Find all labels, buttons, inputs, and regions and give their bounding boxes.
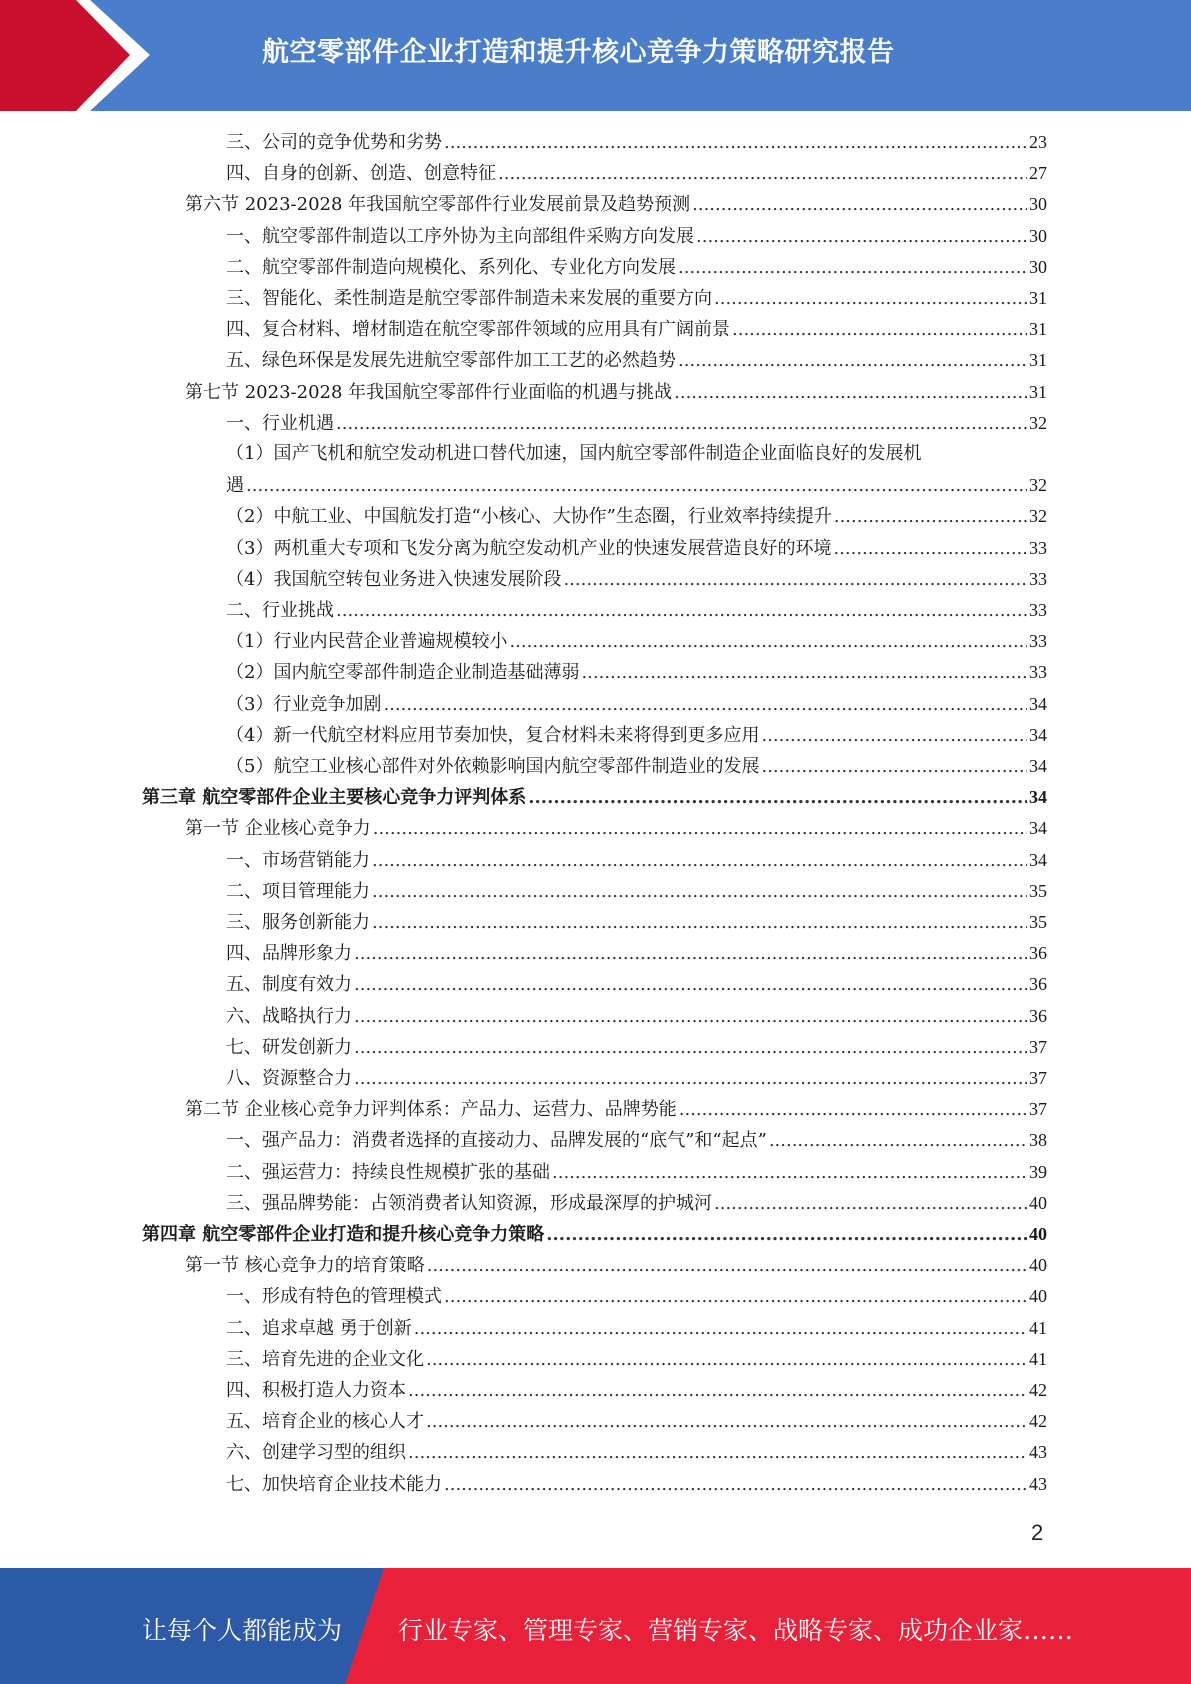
toc-entry-page: 27 [1029,163,1047,184]
toc-entry-title: 第一节 核心竞争力的培育策略 [185,1255,425,1277]
toc-entry-title: 第一节 企业核心竞争力 [185,818,371,840]
toc-entry-title: 遇 [226,475,244,497]
toc-entry-title: （2）中航工业、中国航发打造“小核心、大协作”生态圈，行业效率持续提升 [226,506,832,528]
toc-entry-title: 五、培育企业的核心人才 [226,1411,424,1433]
toc-leader-dots [444,128,1027,158]
toc-entry-page: 40 [1029,1224,1047,1244]
toc-entry[interactable] [226,314,1047,344]
toc-entry-page: 36 [1029,974,1047,995]
toc-entry-title: （1）行业内民营企业普遍规模较小 [226,631,508,653]
toc-entry[interactable] [226,127,1047,157]
toc-entry-title: 第七节 2023-2028 年我国航空零部件行业面临的机遇与挑战 [185,381,673,403]
toc-entry-page: 42 [1029,1411,1047,1432]
toc-entry-page: 31 [1029,288,1047,308]
toc-entry[interactable] [226,907,1047,937]
toc-entry-page: 32 [1029,475,1047,496]
toc-entry-title: 第六节 2023-2028 年我国航空零部件行业发展前景及趋势预测 [185,194,691,216]
toc-entry-title: （4）新一代航空材料应用节奏加快，复合材料未来将得到更多应用 [226,724,760,746]
toc-leader-dots [372,846,1027,876]
toc-entry-page: 35 [1029,912,1047,932]
toc-entry-page: 31 [1029,319,1047,340]
toc-leader-dots [679,1095,1027,1125]
toc-entry-page: 34 [1029,756,1047,776]
toc-leader-dots [833,534,1027,564]
page-header [0,0,1191,111]
toc-leader-dots [692,190,1027,220]
toc-leader-dots [354,939,1027,969]
toc-entry-title: 四、复合材料、增材制造在航空零部件领域的应用具有广阔前景 [226,319,730,341]
toc-entry-title: 三、公司的竞争优势和劣势 [226,132,442,153]
toc-leader-dots [674,378,1027,408]
toc-entry[interactable] [226,845,1047,875]
toc-leader-dots [408,1376,1027,1406]
toc-leader-dots [246,471,1027,501]
toc-leader-dots [354,970,1027,1000]
toc-leader-dots [509,627,1027,657]
toc-entry[interactable] [142,782,1047,812]
toc-entry-page: 40 [1029,1255,1047,1276]
page-footer [0,1568,1191,1684]
toc-entry-title: 七、研发创新力 [226,1036,352,1058]
toc-entry-page: 36 [1029,1005,1047,1026]
toc-entry[interactable] [185,377,1047,407]
toc-entry[interactable] [226,876,1047,906]
toc-entry-title: 三、智能化、柔性制造是航空零部件制造未来发展的重要方向 [226,288,712,309]
toc-entry[interactable] [185,813,1047,843]
toc-entry[interactable] [226,252,1047,282]
toc-entry-title: 三、强品牌势能：占领消费者认知资源，形成最深厚的护城河 [226,1192,712,1214]
toc-entry-title: （5）航空工业核心部件对外依赖影响国内航空零部件制造业的发展 [226,756,760,777]
toc-entry[interactable] [226,751,1047,781]
toc-entry-page: 32 [1029,506,1047,527]
toc-entry[interactable] [226,533,1047,563]
toc-leader-dots [336,409,1027,439]
toc-entry-title: 四、积极打造人力资本 [226,1380,406,1401]
toc-entry-title: （3）行业竞争加剧 [226,693,382,715]
toc-entry-page: 31 [1029,381,1047,402]
toc-entry[interactable] [226,720,1047,750]
toc-leader-dots [498,159,1027,189]
toc-entry-title: 第二节 企业核心竞争力评判体系：产品力、运营力、品牌势能 [185,1099,677,1121]
toc-entry[interactable] [226,1063,1047,1093]
toc-entry-title: 三、服务创新能力 [226,912,370,933]
toc-leader-dots [714,284,1027,314]
toc-entry-title: 一、行业机遇 [226,412,334,434]
toc-entry-page: 43 [1029,1442,1047,1463]
toc-entry[interactable] [226,439,1047,469]
toc-entry-page: 33 [1029,631,1047,652]
toc-entry-page: 30 [1029,256,1047,277]
toc-entry-page: 40 [1029,1286,1047,1307]
toc-entry-page: 33 [1029,600,1047,620]
toc-leader-dots [546,1220,1027,1250]
toc-entry-title: 二、行业挑战 [226,600,334,621]
toc-leader-dots [408,1438,1027,1468]
toc-entry[interactable] [226,1125,1047,1155]
footer-slogan-right: 行业专家、管理专家、营销专家、战略专家、成功企业家…… [398,1616,1074,1645]
toc-entry[interactable] [226,969,1047,999]
toc-leader-dots [769,1126,1027,1156]
toc-entry[interactable] [226,1157,1047,1187]
toc-entry[interactable] [226,408,1047,438]
toc-leader-dots [581,658,1027,688]
toc-entry-title: 四、品牌形象力 [226,943,352,965]
toc-entry[interactable] [226,1281,1047,1311]
toc-entry-title: （2）国内航空零部件制造企业制造基础薄弱 [226,662,580,684]
toc-entry[interactable] [226,501,1047,531]
toc-leader-dots [372,877,1027,907]
toc-entry[interactable] [226,283,1047,313]
toc-entry-title: 三、培育先进的企业文化 [226,1348,424,1370]
toc-leader-dots [678,346,1027,376]
toc-leader-dots [354,1033,1027,1063]
footer-slogan-left: 让每个人都能成为 [142,1616,343,1645]
toc-entry[interactable] [226,595,1047,625]
toc-entry-page: 32 [1029,412,1047,433]
toc-entry-page: 23 [1029,132,1047,152]
toc-leader-dots [354,1002,1027,1032]
toc-entry[interactable] [226,221,1047,251]
toc-entry-title: 六、战略执行力 [226,1005,352,1027]
toc-entry-title: 四、自身的创新、创造、创意特征 [226,163,496,185]
toc-leader-dots [761,721,1027,751]
toc-entry-page: 36 [1029,943,1047,964]
toc-entry-page: 33 [1029,568,1047,589]
toc-entry[interactable] [185,1250,1047,1280]
toc-leader-dots [354,1064,1027,1094]
toc-entry[interactable] [226,689,1047,719]
toc-entry-title: 二、追求卓越 勇于创新 [226,1317,412,1339]
toc-entry-page: 41 [1029,1317,1047,1338]
toc-leader-dots [444,1282,1027,1312]
toc-entry-title: （3）两机重大专项和飞发分离为航空发动机产业的快速发展营造良好的环境 [226,537,832,559]
toc-leader-dots [444,1470,1027,1500]
toc-entry[interactable] [142,1219,1047,1249]
toc-entry[interactable] [226,1469,1047,1499]
toc-entry-page: 35 [1029,880,1047,901]
toc-entry[interactable] [226,564,1047,594]
toc-entry[interactable] [226,1188,1047,1218]
toc-leader-dots [383,690,1027,720]
toc-entry-page: 42 [1029,1380,1047,1400]
toc-entry-title: 一、强产品力：消费者选择的直接动力、品牌发展的“底气”和“起点” [226,1130,767,1152]
toc-entry-page: 34 [1029,849,1047,870]
toc-entry-title: 第三章 航空零部件企业主要核心竞争力评判体系 [142,787,527,809]
toc-entry-page: 40 [1029,1192,1047,1213]
toc-entry-page: 34 [1029,693,1047,714]
toc-leader-dots [696,222,1027,252]
toc-entry-page: 39 [1029,1161,1047,1182]
toc-entry[interactable] [226,1313,1047,1343]
toc-entry[interactable] [226,1406,1047,1436]
toc-leader-dots [426,1345,1027,1375]
toc-leader-dots [552,1158,1027,1188]
toc-entry[interactable] [226,1344,1047,1374]
toc-entry[interactable] [226,626,1047,656]
toc-leader-dots [426,1407,1027,1437]
toc-entry-page: 30 [1029,225,1047,246]
toc-entry-title: 二、航空零部件制造向规模化、系列化、专业化方向发展 [226,256,676,278]
toc-entry-title: 一、形成有特色的管理模式 [226,1286,442,1308]
toc-entry-title: 六、创建学习型的组织 [226,1442,406,1464]
toc-entry-title: 一、市场营销能力 [226,849,370,871]
toc-leader-dots [761,752,1027,782]
toc-leader-dots [563,565,1027,595]
toc-leader-dots [732,315,1027,345]
toc-entry[interactable] [226,470,1047,500]
toc-entry-page: 34 [1029,818,1047,839]
toc-entry[interactable] [226,657,1047,687]
toc-entry-title: （1）国产飞机和航空发动机进口替代加速，国内航空零部件制造企业面临良好的发展机 [226,443,922,464]
page-number: 2 [1031,1520,1044,1545]
toc-entry[interactable] [226,345,1047,375]
toc-entry-page: 37 [1029,1068,1047,1088]
toc-entry-title: 八、资源整合力 [226,1068,352,1089]
toc-leader-dots [373,814,1027,844]
toc-entry-page: 37 [1029,1036,1047,1057]
toc-leader-dots [714,1189,1027,1219]
toc-entry[interactable] [226,1437,1047,1467]
toc-leader-dots [678,253,1027,283]
toc-entry-title: 五、制度有效力 [226,974,352,996]
toc-leader-dots [336,596,1027,626]
header-title: 航空零部件企业打造和提升核心竞争力策略研究报告 [262,37,895,68]
toc-leader-dots [528,783,1027,813]
toc-entry-page: 34 [1029,787,1047,808]
toc-entry-page: 31 [1029,350,1047,371]
toc-entry-page: 34 [1029,724,1047,745]
toc-entry-page: 37 [1029,1099,1047,1120]
toc-leader-dots [414,1314,1027,1344]
toc-entry[interactable] [185,1094,1047,1124]
toc-entry[interactable] [226,1375,1047,1405]
toc-entry[interactable] [226,1001,1047,1031]
toc-entry-title: 二、项目管理能力 [226,880,370,902]
toc-leader-dots [834,502,1027,532]
toc-entry-page: 33 [1029,662,1047,683]
toc-entry[interactable] [226,938,1047,968]
toc-entry-page: 30 [1029,194,1047,215]
toc-entry[interactable] [226,158,1047,188]
toc-entry-page: 33 [1029,537,1047,558]
toc-entry-page: 38 [1029,1130,1047,1151]
toc-entry[interactable] [226,1032,1047,1062]
toc-entry[interactable] [185,189,1047,219]
toc-entry-title: 一、航空零部件制造以工序外协为主向部组件采购方向发展 [226,225,694,247]
toc-entry-title: 第四章 航空零部件企业打造和提升核心竞争力策略 [142,1224,545,1245]
toc-leader-dots [427,1251,1027,1281]
toc-entry-page: 41 [1029,1348,1047,1369]
toc-entry-title: 五、绿色环保是发展先进航空零部件加工工艺的必然趋势 [226,350,676,372]
toc-leader-dots [372,908,1027,938]
toc-entry-page: 43 [1029,1473,1047,1494]
toc-entry-title: （4）我国航空转包业务进入快速发展阶段 [226,568,562,590]
toc-entry-title: 二、强运营力：持续良性规模扩张的基础 [226,1161,550,1183]
toc-entry-title: 七、加快培育企业技术能力 [226,1473,442,1495]
